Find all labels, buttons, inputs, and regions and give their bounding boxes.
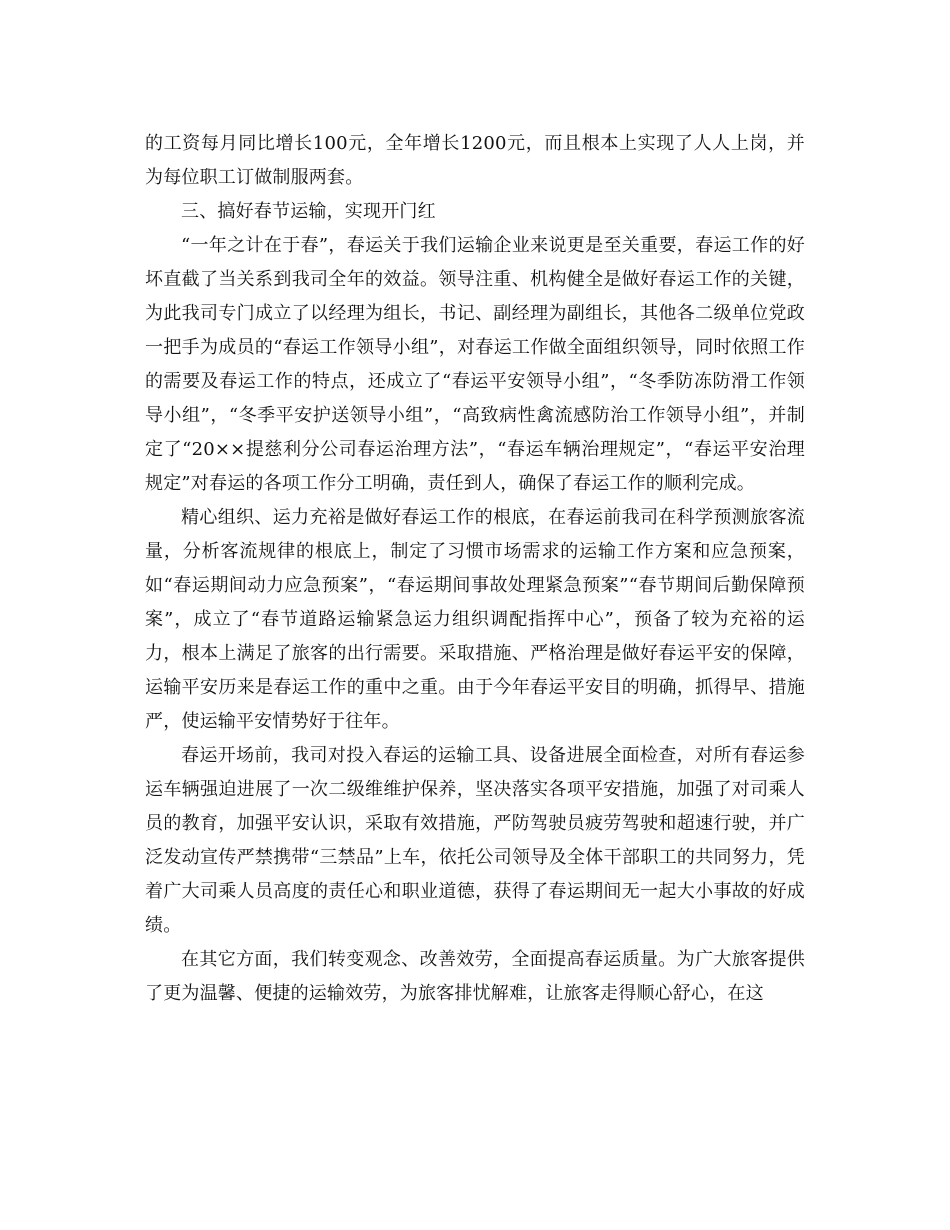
paragraph-capacity-planning: 精心组织、运力充裕是做好春运工作的根底，在春运前我司在科学预测旅客流量，分析客流规律的根底上，制定了习惯市场需求的运输工作方案和应急预案，如“春运期间动力应急预案”，“春运期间事故处理紧急预案”“春节期间后勤保障预案”，成立了“春节道路运输紧急运力组织调配指挥中心”，预备了较为充裕的运力，根本上满足了旅客的出行需要。采取措施、严格治理是做好春运平安的保障，运输平安历来是春运工作的重中之重。由于今年春运平安目的明确，抓得早、措施严，使运输平安情势好于往年。 <box>145 507 805 732</box>
document-body <box>145 127 805 1011</box>
paragraph-leadership-organization: “一年之计在于春”，春运关于我们运输企业来说更是至关重要，春运工作的好坏直截了当关系到我司全年的效益。领导注重、机构健全是做好春运工作的关键，为此我司专门成立了以经理为组长，书记、副经理为副组长，其他各二级单位党政一把手为成员的“春运工作领导小组”，对春运工作做全面组织领导，同时依照工作的需要及春运工作的特点，还成立了“春运平安领导小组”，“冬季防冻防滑工作领导小组”，“冬季平安护送领导小组”，“高致病性禽流感防治工作领导小组”，并制定了“20××提慈利分公司春运治理方法”，“春运车辆治理规定”，“春运平安治理规定”对春运的各项工作分工明确，责任到人，确保了春运工作的顺利完成。 <box>145 235 805 494</box>
paragraph-wage-continuation: 的工资每月同比增长100元，全年增长1200元，而且根本上实现了人人上岗，并为每位职工订做制服两套。 <box>145 133 805 188</box>
paragraph-service-improvement: 在其它方面，我们转变观念、改善效劳，全面提高春运质量。为广大旅客提供了更为温馨、便捷的运输效劳，为旅客排忧解难，让旅客走得顺心舒心，在这 <box>145 949 805 1004</box>
paragraph-safety-inspection: 春运开场前，我司对投入春运的运输工具、设备进展全面检查，对所有春运参运车辆强迫进展了一次二级维维护保养，坚决落实各项平安措施，加强了对司乘人员的教育，加强平安认识，采取有效措施，严防驾驶员疲劳驾驶和超速行驶，并广泛发动宣传严禁携带“三禁品”上车，依托公司领导及全体干部职工的共同努力，凭着广大司乘人员高度的责任心和职业道德，获得了春运期间无一起大小事故的好成绩。 <box>145 745 805 936</box>
section-heading-spring-transport: 三、搞好春节运输，实现开门红 <box>181 201 436 222</box>
